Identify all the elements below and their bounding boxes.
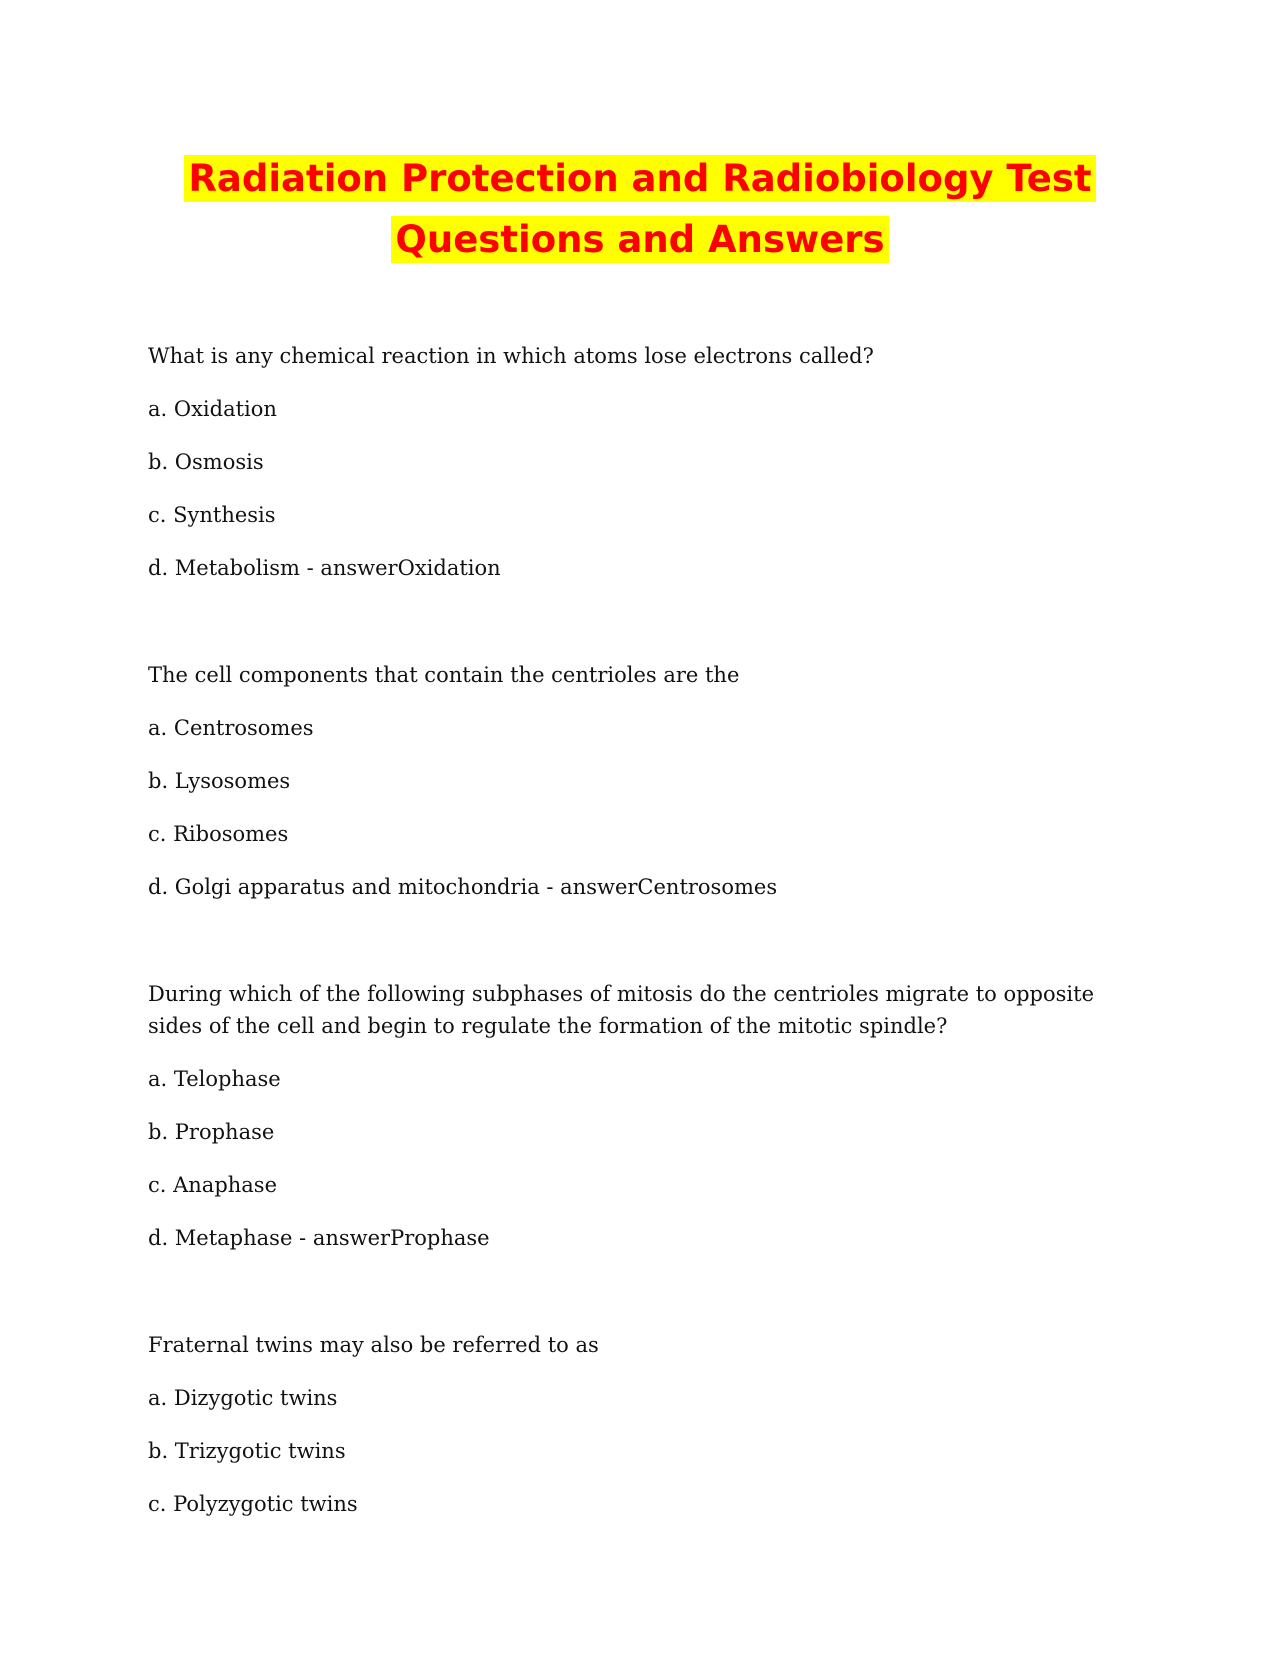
question-3-option-d: d. Metaphase - answerProphase [148, 1226, 490, 1250]
question-4-option-b: b. Trizygotic twins [148, 1439, 346, 1463]
question-2-text: The cell components that contain the centrioles are the [148, 663, 740, 687]
question-1-option-c: c. Synthesis [148, 503, 276, 527]
question-1-option-a: a. Oxidation [148, 397, 277, 421]
question-1-option-d: d. Metabolism - answerOxidation [148, 556, 501, 580]
question-3-option-c: c. Anaphase [148, 1173, 278, 1197]
question-1-option-b: b. Osmosis [148, 450, 264, 474]
document-title [0, 148, 1280, 270]
question-2-option-c: c. Ribosomes [148, 822, 289, 846]
question-2-option-d: d. Golgi apparatus and mitochondria - answerCentrosomes [148, 875, 778, 899]
question-4-option-c: c. Polyzygotic twins [148, 1492, 358, 1516]
title-line-1: Radiation Protection and Radiobiology Test [184, 155, 1095, 202]
question-2-option-b: b. Lysosomes [148, 769, 291, 793]
question-3-option-b: b. Prophase [148, 1120, 275, 1144]
title-line-2: Questions and Answers [391, 216, 888, 263]
question-3-option-a: a. Telophase [148, 1067, 281, 1091]
question-3-text: During which of the following subphases of mitosis do the centrioles migrate to opposite sides of the cell and begin to regulate the formation of the mitotic spindle? [148, 982, 1094, 1038]
question-2-option-a: a. Centrosomes [148, 716, 314, 740]
question-1-text: What is any chemical reaction in which atoms lose electrons called? [148, 344, 874, 368]
question-4-option-a: a. Dizygotic twins [148, 1386, 338, 1410]
question-4-text: Fraternal twins may also be referred to as [148, 1333, 599, 1357]
